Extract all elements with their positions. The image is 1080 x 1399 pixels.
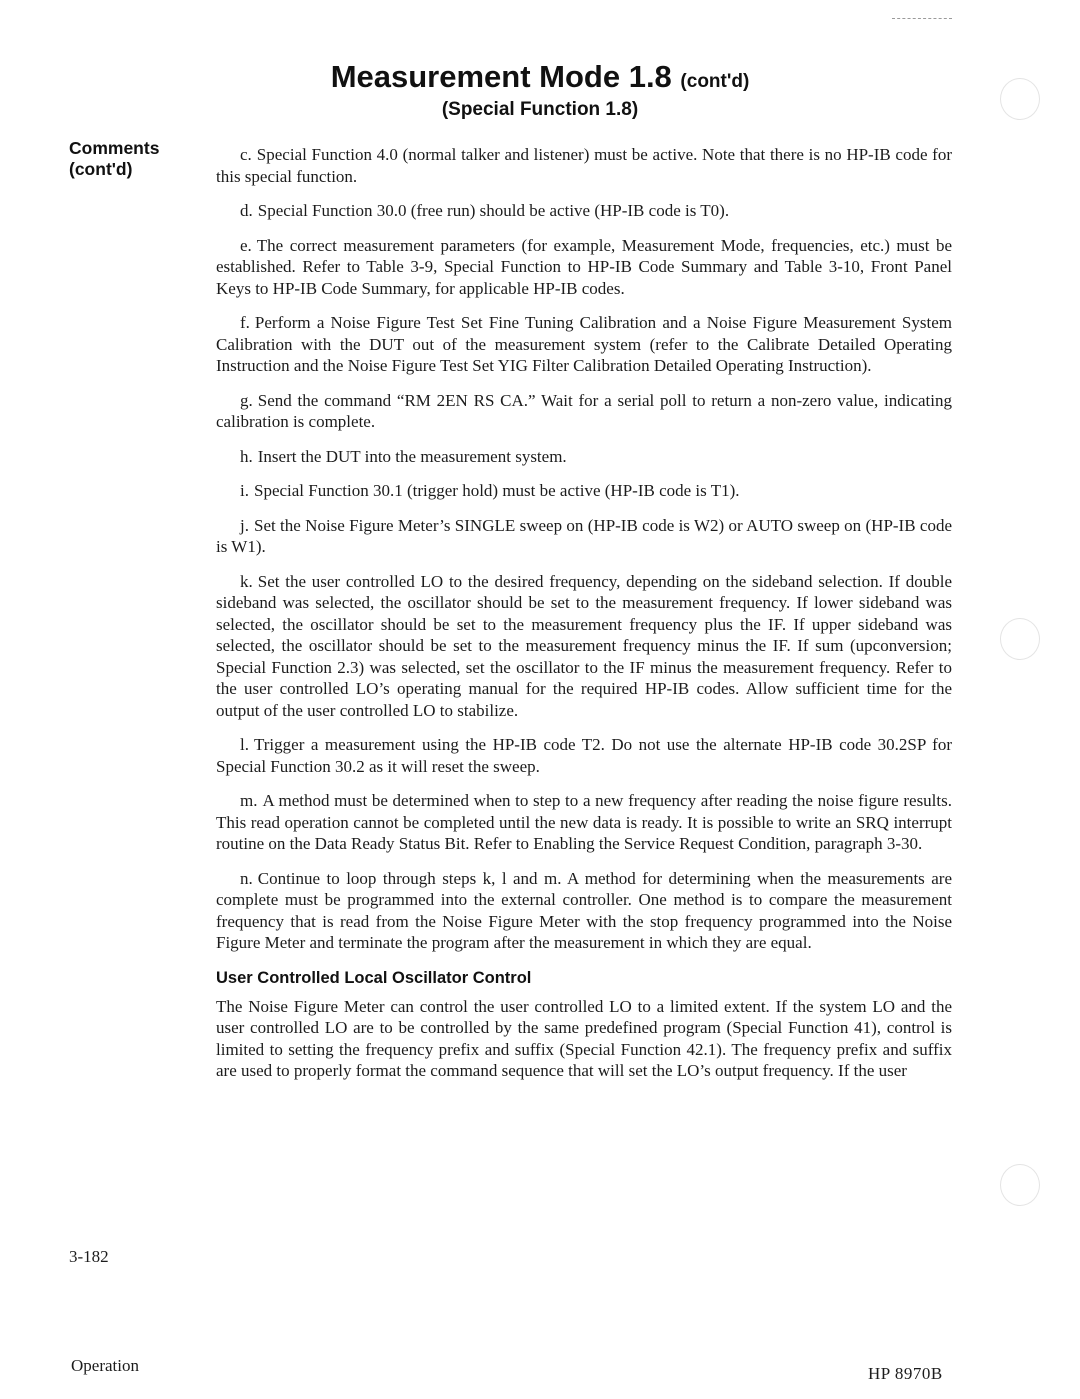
- step-m: [216, 790, 952, 855]
- step-label: e.: [240, 235, 252, 255]
- step-label: m.: [240, 791, 258, 810]
- step-label: k.: [240, 571, 253, 591]
- step-j: [216, 515, 952, 558]
- body-text: [216, 144, 952, 1095]
- punch-hole-middle: [1000, 618, 1040, 660]
- page-subtitle: (Special Function 1.8): [441, 99, 639, 120]
- step-i: [216, 480, 952, 502]
- step-l: [216, 734, 952, 777]
- footer-section-name: Operation: [71, 1356, 139, 1375]
- step-text: Perform a Noise Figure Test Set Fine Tuning Calibration and a Noise Figure Measurement System Calibration with the DUT out of the measurement system (refer to the Calibrate Detailed Operating Instruction and the Noise Figure Test Set YIG Filter Calibration Detailed Operating Instruction).: [216, 313, 952, 375]
- step-text: Insert the DUT into the measurement system.: [257, 446, 567, 466]
- scan-mark: [892, 18, 952, 21]
- margin-heading-line-2: (cont'd): [69, 159, 133, 179]
- step-d: [216, 200, 952, 222]
- step-text: Set the user controlled LO to the desired frequency, depending on the sideband selection. If double sideband was selected, the oscillator should be set to the measurement frequency. If lower sideband was selected, the oscillator should be set to the measurement frequency plus the IF. If upper sideband was selected, the oscillator should be set to the measurement frequency minus the IF. If sum (upconversion; Special Function 2.3) was selected, set the oscillator to the IF minus the measurement frequency. Refer to the user controlled LO’s operating manual for the required HP-IB codes. Allow sufficient time for the output of the user controlled LO to stabilize.: [216, 571, 952, 720]
- step-f: [216, 312, 952, 377]
- footer-model-name: HP 8970B: [868, 1364, 943, 1383]
- step-text: Trigger a measurement using the HP-IB code T2. Do not use the alternate HP-IB code 30.2SP for Special Function 30.2 as it will reset the sweep.: [216, 735, 952, 776]
- step-text: Special Function 4.0 (normal talker and listener) must be active. Note that there is no HP-IB code for this special function.: [216, 145, 952, 186]
- step-g: [216, 390, 952, 433]
- margin-heading-line-1: Comments: [69, 138, 160, 158]
- step-text: The correct measurement parameters (for example, Measurement Mode, frequencies, etc.) must be established. Refer to Table 3-9, Special Function to HP-IB Code Summary and Table 3-10, Front Panel Keys to HP-IB Code Summary, for applicable HP-IB codes.: [216, 235, 952, 298]
- step-n: [216, 868, 952, 954]
- step-e: [216, 235, 952, 300]
- step-text: Continue to loop through steps k, l and m. A method for determining when the measurements are complete must be programmed into the external controller. One method is to compare the measurement frequency that is read from the Noise Figure Meter with the stop frequency programmed into the Noise Figure Meter and terminate the program after the measurement in which they are equal.: [216, 868, 952, 952]
- section-heading: User Controlled Local Oscillator Control: [216, 968, 532, 987]
- step-label: h.: [240, 446, 253, 466]
- punch-hole-bottom: [1000, 1164, 1040, 1206]
- step-text: Send the command “RM 2EN RS CA.” Wait for a serial poll to return a non-zero value, indicating calibration is complete.: [216, 390, 952, 431]
- step-label: f.: [240, 313, 250, 332]
- step-label: i.: [240, 481, 249, 500]
- step-label: g.: [240, 390, 253, 410]
- page-title: [0, 58, 1080, 101]
- step-label: l.: [240, 735, 249, 754]
- step-text: Set the Noise Figure Meter’s SINGLE sweep on (HP-IB code is W2) or AUTO sweep on (HP-IB code is W1).: [216, 515, 952, 556]
- section-paragraph: The Noise Figure Meter can control the user controlled LO to a limited extent. If the system LO and the user controlled LO are to be controlled by the same predefined program (Special Function 41), control is limited to setting the frequency prefix and suffix (Special Function 42.1). The frequency prefix and suffix are used to properly format the command sequence that will set the LO’s output frequency. If the user: [216, 996, 952, 1080]
- margin-heading: [69, 138, 199, 180]
- step-text: Special Function 30.1 (trigger hold) must be active (HP-IB code is T1).: [253, 481, 740, 500]
- page-title-suffix: (cont'd): [680, 71, 750, 92]
- step-label: d.: [240, 201, 253, 220]
- step-k: [216, 571, 952, 722]
- page-number: 3-182: [69, 1247, 109, 1266]
- step-text: Special Function 30.0 (free run) should be active (HP-IB code is T0).: [257, 201, 730, 220]
- step-label: n.: [240, 868, 253, 888]
- step-label: c.: [240, 145, 252, 164]
- page-title-main: Measurement Mode 1.8: [330, 59, 672, 94]
- step-text: A method must be determined when to step to a new frequency after reading the noise figure results. This read operation cannot be completed until the new data is ready. It is possible to write an SRQ interrupt routine on the Data Ready Status Bit. Refer to Enabling the Service Request Condition, paragraph 3-30.: [216, 791, 952, 853]
- step-label: j.: [240, 515, 249, 535]
- step-c: [216, 144, 952, 187]
- step-h: [216, 446, 952, 468]
